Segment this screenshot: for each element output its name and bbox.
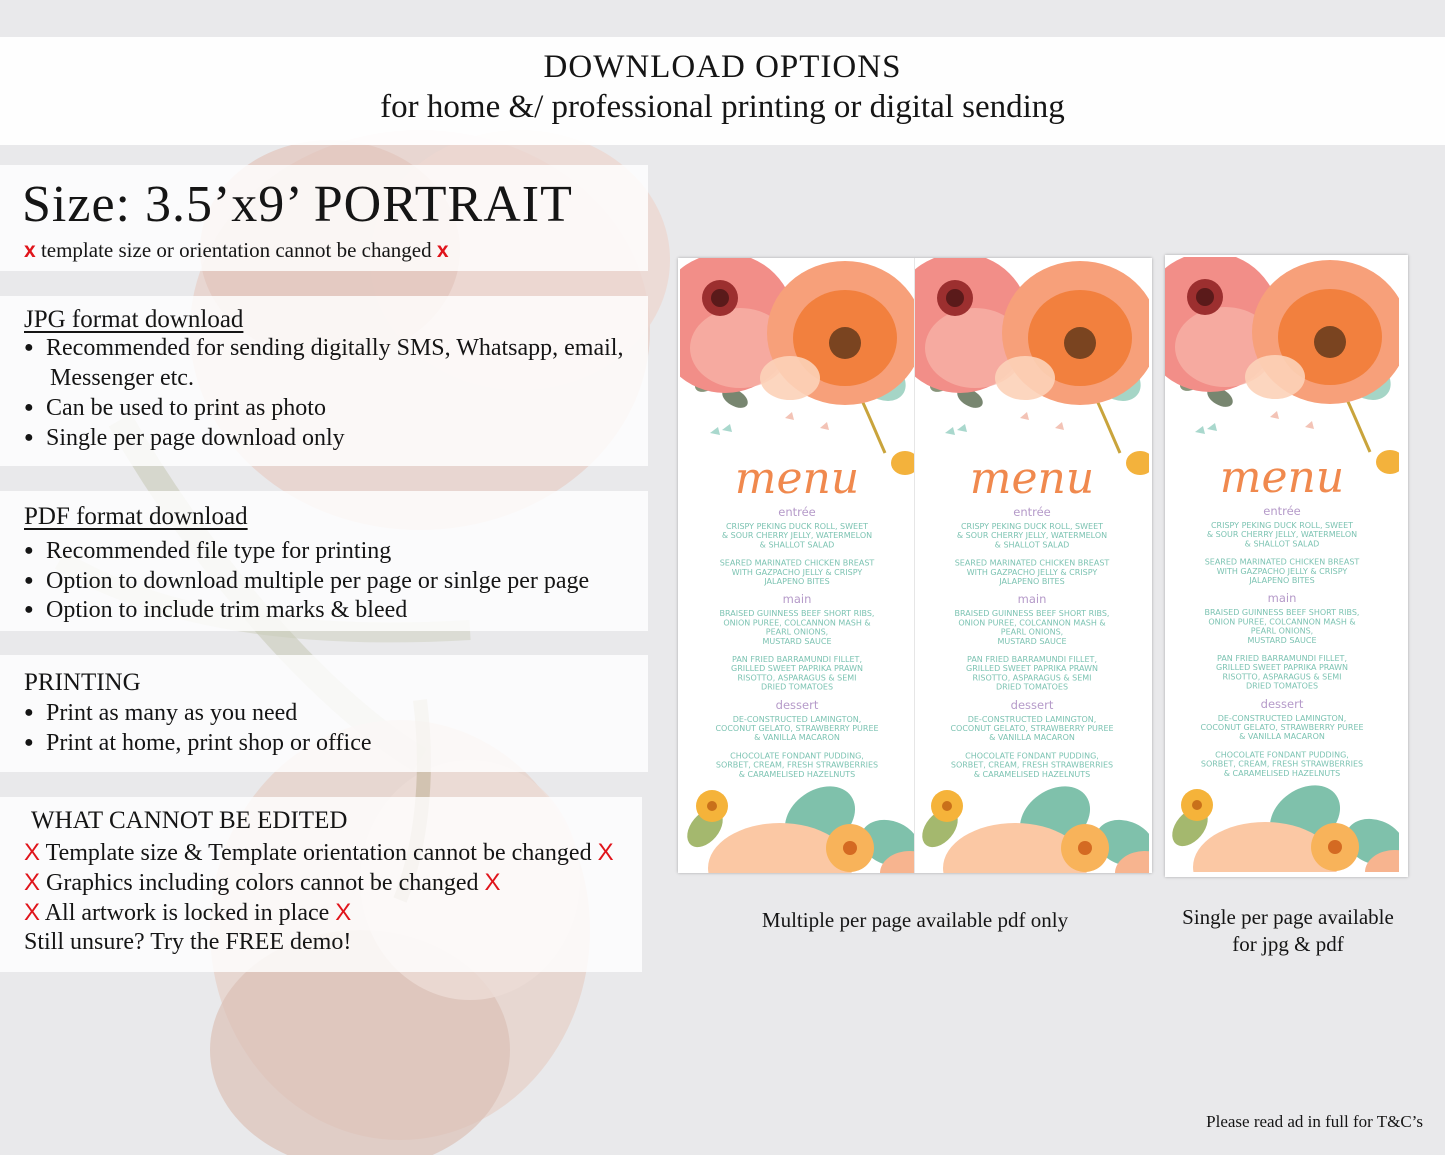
bullet-icon: ● xyxy=(24,734,34,751)
single-per-page-preview xyxy=(1165,255,1408,877)
menu-item-line: GRILLED SWEET PAPRIKA PRAWN xyxy=(966,664,1098,674)
menu-section-title: main xyxy=(1267,591,1297,606)
menu-item-line: CHOCOLATE FONDANT PUDDING, xyxy=(730,751,864,761)
menu-item-line: COCONUT GELATO, STRAWBERRY PUREE xyxy=(1200,723,1364,732)
menu-item-line: RISOTTO, ASPARAGUS & SEMI xyxy=(972,673,1092,683)
menu-card xyxy=(1165,257,1399,872)
size-panel xyxy=(0,165,648,271)
menu-item-line: & VANILLA MACARON xyxy=(1239,732,1325,742)
download-options-header xyxy=(0,37,1445,145)
menu-section-title: entrée xyxy=(1263,504,1301,518)
menu-item-line: BRAISED GUINNESS BEEF SHORT RIBS, xyxy=(719,609,875,619)
menu-section-title: dessert xyxy=(775,697,819,712)
list-item: ● Can be used to print as photo xyxy=(24,395,326,421)
floral-bottom-graphic xyxy=(680,773,914,873)
jpg-title: JPG format download xyxy=(24,306,244,333)
menu-item-line: ONION PUREE, COLCANNON MASH & xyxy=(958,618,1106,628)
multiple-caption: Multiple per page available pdf only xyxy=(761,908,1069,932)
cannot-edit-title: WHAT CANNOT BE EDITED xyxy=(31,807,348,834)
menu-section-title: main xyxy=(1017,592,1047,607)
menu-item-line: DRIED TOMATOES xyxy=(1245,681,1319,691)
bullet-icon: ● xyxy=(24,399,34,416)
menu-item-line: PAN FRIED BARRAMUNDI FILLET, xyxy=(732,655,862,664)
menu-item-line: & VANILLA MACARON xyxy=(989,733,1075,743)
list-item: X Graphics including colors cannot be changed X xyxy=(24,869,501,896)
trim-divider xyxy=(914,258,915,873)
menu-item-line: JALAPENO BITES xyxy=(1249,576,1315,585)
menu-card xyxy=(680,258,914,873)
red-x-mark: x xyxy=(436,239,449,262)
bullet-icon: ● xyxy=(24,429,34,446)
menu-item-line: GRILLED SWEET PAPRIKA PRAWN xyxy=(731,664,863,674)
list-item: ● Recommended for sending digitally SMS, Whatsapp, email, xyxy=(24,335,624,361)
menu-item-line: CRISPY PEKING DUCK ROLL, SWEET xyxy=(725,522,869,531)
menu-item-line: MUSTARD SAUCE xyxy=(997,636,1067,646)
menu-item-line: CRISPY PEKING DUCK ROLL, SWEET xyxy=(1210,521,1354,530)
menu-item-line: PEARL ONIONS, xyxy=(765,627,829,637)
menu-item-line: MUSTARD SAUCE xyxy=(762,636,832,646)
menu-item-line: GRILLED SWEET PAPRIKA PRAWN xyxy=(1216,663,1348,673)
menu-item-line: COCONUT GELATO, STRAWBERRY PUREE xyxy=(950,724,1114,733)
header-subtitle: for home &/ professional printing or digital sending xyxy=(380,89,1065,125)
list-item: ● Print at home, print shop or office xyxy=(24,730,372,756)
red-x-mark: X xyxy=(484,869,501,896)
bullet-icon: ● xyxy=(24,572,34,589)
header-title: DOWNLOAD OPTIONS xyxy=(543,49,902,85)
menu-item-line: WITH GAZPACHO JELLY & CRISPY xyxy=(966,567,1098,577)
jpg-format-panel xyxy=(0,296,648,466)
single-caption-line1: Single per page available xyxy=(1182,905,1394,929)
list-item: Messenger etc. xyxy=(50,365,194,391)
menu-item-line: SORBET, CREAM, FRESH STRAWBERRIES xyxy=(1200,759,1364,769)
menu-item-line: COCONUT GELATO, STRAWBERRY PUREE xyxy=(715,724,879,733)
menu-item-line: SEARED MARINATED CHICKEN BREAST xyxy=(719,558,875,568)
red-x-mark: X xyxy=(597,839,614,866)
menu-heading: menu xyxy=(969,453,1095,504)
menu-item-line: CHOCOLATE FONDANT PUDDING, xyxy=(965,751,1099,761)
list-item: ● Print as many as you need xyxy=(24,700,298,726)
menu-item-line: WITH GAZPACHO JELLY & CRISPY xyxy=(731,567,863,577)
red-x-mark: X xyxy=(24,839,41,866)
floral-top-graphic xyxy=(1165,257,1399,474)
menu-item-line: & VANILLA MACARON xyxy=(754,733,840,743)
menu-item-line: SORBET, CREAM, FRESH STRAWBERRIES xyxy=(950,760,1114,770)
size-note-text: template size or orientation cannot be changed xyxy=(35,238,437,262)
list-item: ● Recommended file type for printing xyxy=(24,538,392,564)
menu-item-line: & SHALLOT SALAD xyxy=(994,540,1070,550)
menu-item-line: CRISPY PEKING DUCK ROLL, SWEET xyxy=(960,522,1104,531)
menu-item-line: PEARL ONIONS, xyxy=(1000,627,1064,637)
menu-item-line: & SOUR CHERRY JELLY, WATERMELON xyxy=(956,531,1108,541)
menu-item-line: JALAPENO BITES xyxy=(999,577,1065,586)
menu-card xyxy=(915,258,1149,873)
printing-panel xyxy=(0,655,648,772)
floral-top-graphic xyxy=(680,258,914,475)
pdf-format-panel xyxy=(0,491,648,631)
menu-item-line: DE-CONSTRUCTED LAMINGTON, xyxy=(1217,713,1347,723)
floral-bottom-graphic xyxy=(1165,772,1399,872)
menu-item-line: MUSTARD SAUCE xyxy=(1247,635,1317,645)
menu-item-line: & CARAMELISED HAZELNUTS xyxy=(1223,768,1341,778)
menu-section-title: dessert xyxy=(1260,696,1304,711)
red-x-mark: X xyxy=(24,899,41,926)
pdf-title: PDF format download xyxy=(24,503,248,530)
menu-item-line: BRAISED GUINNESS BEEF SHORT RIBS, xyxy=(1204,608,1360,618)
bullet-icon: ● xyxy=(24,601,34,618)
menu-item-line: DRIED TOMATOES xyxy=(995,682,1069,692)
list-item: X Template size & Template orientation cannot be changed X xyxy=(24,839,614,866)
menu-item-line: WITH GAZPACHO JELLY & CRISPY xyxy=(1216,566,1348,576)
list-item: ● Option to include trim marks & bleed xyxy=(24,597,408,623)
menu-item-line: PAN FRIED BARRAMUNDI FILLET, xyxy=(1217,654,1347,663)
printing-title: PRINTING xyxy=(24,669,141,696)
menu-section-title: entrée xyxy=(778,505,816,519)
menu-heading: menu xyxy=(1219,452,1345,503)
floral-bottom-graphic xyxy=(915,773,1149,873)
terms-footnote: Please read ad in full for T&C’s xyxy=(1206,1112,1423,1131)
menu-item-line: RISOTTO, ASPARAGUS & SEMI xyxy=(737,673,857,683)
menu-item-line: PEARL ONIONS, xyxy=(1250,626,1314,636)
menu-item-line: ONION PUREE, COLCANNON MASH & xyxy=(723,618,871,628)
menu-item-line: DE-CONSTRUCTED LAMINGTON, xyxy=(732,714,862,724)
list-item: ● Option to download multiple per page or sinlge per page xyxy=(24,568,590,594)
menu-item-line: PAN FRIED BARRAMUNDI FILLET, xyxy=(967,655,1097,664)
menu-item-line: DE-CONSTRUCTED LAMINGTON, xyxy=(967,714,1097,724)
menu-item-line: & SHALLOT SALAD xyxy=(759,540,835,550)
menu-item-line: BRAISED GUINNESS BEEF SHORT RIBS, xyxy=(954,609,1110,619)
size-title: Size: 3.5’x9’ PORTRAIT xyxy=(22,176,573,233)
bullet-icon: ● xyxy=(24,704,34,721)
menu-item-line: & SHALLOT SALAD xyxy=(1244,539,1320,549)
menu-item-line: SORBET, CREAM, FRESH STRAWBERRIES xyxy=(715,760,879,770)
menu-item-line: CHOCOLATE FONDANT PUDDING, xyxy=(1215,750,1349,760)
menu-item-line: & CARAMELISED HAZELNUTS xyxy=(738,769,856,779)
demo-note: Still unsure? Try the FREE demo! xyxy=(24,929,352,955)
cannot-edit-panel xyxy=(0,797,642,972)
menu-item-line: JALAPENO BITES xyxy=(764,577,830,586)
bullet-icon: ● xyxy=(24,542,34,559)
bullet-icon: ● xyxy=(24,339,34,356)
size-note xyxy=(24,238,449,263)
menu-section-title: dessert xyxy=(1010,697,1054,712)
list-item: ● Single per page download only xyxy=(24,425,345,451)
menu-item-line: SEARED MARINATED CHICKEN BREAST xyxy=(954,558,1110,568)
menu-item-line: & SOUR CHERRY JELLY, WATERMELON xyxy=(721,531,873,541)
list-item: X All artwork is locked in place X xyxy=(24,899,352,926)
menu-item-line: RISOTTO, ASPARAGUS & SEMI xyxy=(1222,672,1342,682)
single-caption-line2: for jpg & pdf xyxy=(1232,932,1344,956)
floral-top-graphic xyxy=(915,258,1149,475)
menu-item-line: SEARED MARINATED CHICKEN BREAST xyxy=(1204,557,1360,567)
menu-item-line: & CARAMELISED HAZELNUTS xyxy=(973,769,1091,779)
menu-section-title: entrée xyxy=(1013,505,1051,519)
menu-item-line: & SOUR CHERRY JELLY, WATERMELON xyxy=(1206,530,1358,540)
multiple-per-page-preview xyxy=(678,258,1152,873)
red-x-mark: X xyxy=(335,899,352,926)
red-x-mark: x xyxy=(24,239,36,262)
menu-section-title: main xyxy=(782,592,812,607)
menu-item-line: DRIED TOMATOES xyxy=(760,682,834,692)
menu-heading: menu xyxy=(734,453,860,504)
red-x-mark: X xyxy=(24,869,41,896)
menu-item-line: ONION PUREE, COLCANNON MASH & xyxy=(1208,617,1356,627)
